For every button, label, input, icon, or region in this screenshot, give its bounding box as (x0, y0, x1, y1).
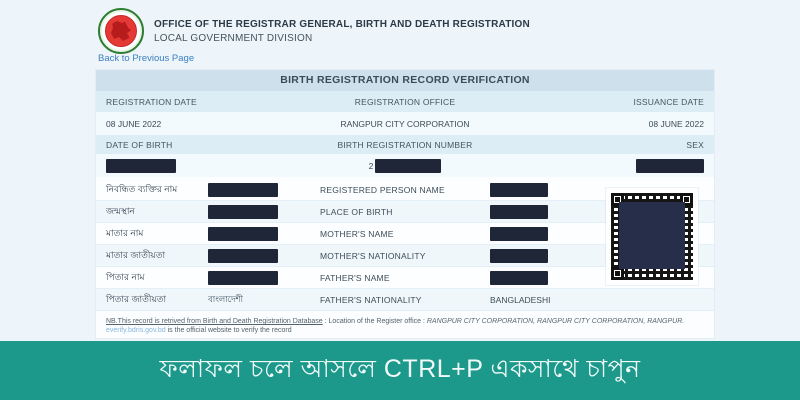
back-to-previous-link[interactable]: Back to Previous Page (98, 53, 195, 64)
value-registration-date: 08 JUNE 2022 (106, 118, 162, 129)
value-registration-office: RANGPUR CITY CORPORATION (340, 118, 470, 129)
emblem-red-disc (105, 15, 137, 47)
redacted-en-value (490, 249, 548, 263)
office-title: OFFICE OF THE REGISTRAR GENERAL, BIRTH AND DEATH REGISTRATION (154, 18, 530, 30)
label-issuance-date: ISSUANCE DATE (633, 96, 704, 107)
redacted-birth-registration-number (375, 159, 441, 173)
bn-label: পিতার জাতীয়তা (106, 294, 167, 304)
redacted-bn-value (208, 183, 278, 197)
en-label: PLACE OF BIRTH (320, 206, 393, 217)
verify-website-link[interactable]: everify.bdris.gov.bd (106, 327, 166, 334)
detail-label-row (96, 135, 714, 154)
value-issuance-date: 08 JUNE 2022 (648, 118, 704, 129)
redacted-en-value (490, 205, 548, 219)
bn-label: পিতার নাম (106, 272, 145, 282)
bangladesh-map-icon (111, 21, 131, 41)
footnote (106, 317, 704, 335)
office-subtitle: LOCAL GOVERNMENT DIVISION (154, 32, 313, 44)
redacted-en-value (490, 183, 548, 197)
redacted-en-value (490, 227, 548, 241)
en-label: MOTHER'S NAME (320, 228, 394, 239)
meta-label-row (96, 91, 714, 112)
footnote-sep: : Location of the Register office : (322, 318, 427, 325)
banner-text: ফলাফল চলে আসলে CTRL+P একসাথে চাপুন (159, 355, 641, 383)
label-birth-registration-number: BIRTH REGISTRATION NUMBER (337, 139, 473, 150)
en-label: FATHER'S NAME (320, 272, 390, 283)
en-label: FATHER'S NATIONALITY (320, 294, 422, 305)
bn-value: বাংলাদেশী (208, 293, 243, 304)
bn-label: মাতার নাম (106, 228, 144, 238)
meta-value-row (96, 112, 714, 135)
redacted-sex (636, 159, 704, 173)
footnote-suffix: is the official website to verify the record (167, 327, 292, 334)
footnote-nb: NB.This record is retrived from Birth and Death Registration Database (106, 318, 323, 325)
en-label: MOTHER'S NATIONALITY (320, 250, 426, 261)
redacted-bn-value (208, 249, 278, 263)
govt-emblem-logo (98, 8, 144, 54)
detail-value-row (96, 154, 714, 177)
site-header (98, 8, 530, 54)
en-value: BANGLADESHI (490, 294, 551, 305)
label-registration-office: REGISTRATION OFFICE (354, 96, 456, 107)
redacted-bn-value (208, 205, 278, 219)
en-label: REGISTERED PERSON NAME (320, 184, 445, 195)
label-registration-date: REGISTRATION DATE (106, 96, 197, 107)
verification-card (96, 70, 714, 338)
redacted-bn-value (208, 227, 278, 241)
brn-prefix: 2 (368, 160, 374, 171)
label-sex: SEX (686, 139, 704, 150)
person-row-father-nationality (96, 289, 714, 311)
footnote-office-location: RANGPUR CITY CORPORATION, RANGPUR CITY CORPORATION, RANGPUR. (426, 318, 685, 325)
redacted-bn-value (208, 271, 278, 285)
redacted-en-value (490, 271, 548, 285)
bn-label: নিবন্ধিত ব্যক্তির নাম (106, 184, 178, 194)
label-date-of-birth: DATE OF BIRTH (106, 139, 173, 150)
print-instruction-banner (0, 341, 800, 400)
card-title: BIRTH REGISTRATION RECORD VERIFICATION (96, 70, 714, 91)
qr-code (606, 188, 698, 285)
bn-label: জন্মস্থান (106, 206, 135, 216)
redacted-date-of-birth (106, 159, 176, 173)
qr-redaction-overlay (619, 202, 685, 269)
bn-label: মাতার জাতীয়তা (106, 250, 166, 260)
office-text (154, 19, 530, 44)
